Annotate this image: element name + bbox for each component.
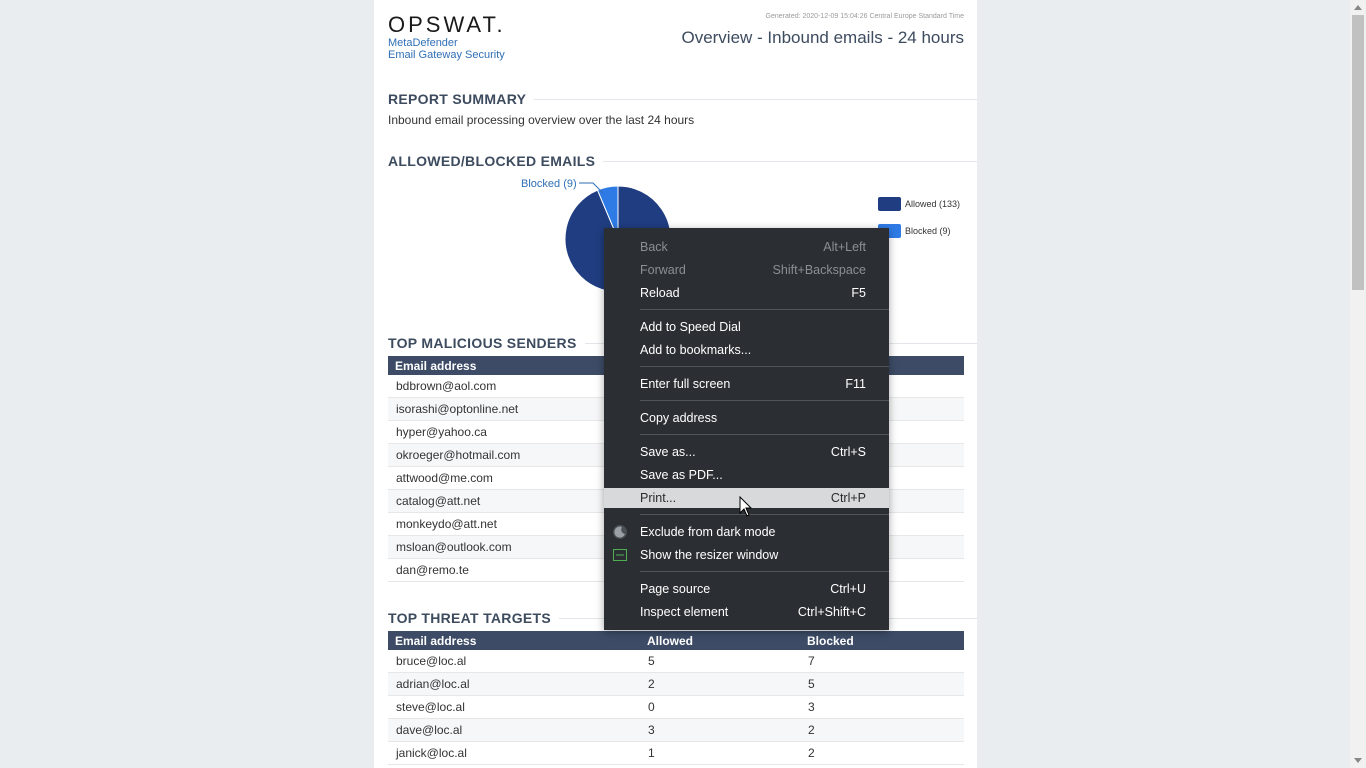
email-cell: janick@loc.al bbox=[388, 742, 640, 765]
table-row bbox=[388, 650, 964, 673]
pie-callout-label: Blocked (9) bbox=[521, 178, 577, 190]
section-heading: ALLOWED/BLOCKED EMAILS bbox=[388, 153, 596, 169]
menu-item-label: Show the resizer window bbox=[640, 548, 779, 562]
product-line-1[interactable]: MetaDefender bbox=[388, 37, 458, 49]
menu-item-save-as[interactable] bbox=[604, 442, 889, 462]
email-cell: bruce@loc.al bbox=[388, 650, 640, 673]
menu-item-shortcut: Shift+Backspace bbox=[772, 263, 866, 277]
menu-item-full-screen[interactable] bbox=[604, 374, 889, 394]
menu-item-label: Forward bbox=[640, 263, 686, 277]
menu-item-shortcut: F11 bbox=[845, 377, 866, 391]
table-row bbox=[388, 742, 964, 765]
menu-item-inspect-element[interactable] bbox=[604, 602, 889, 622]
menu-separator bbox=[640, 400, 889, 401]
menu-item-label: Exclude from dark mode bbox=[640, 525, 776, 539]
column-header-email: Email address bbox=[388, 356, 964, 375]
menu-item-add-bookmarks[interactable] bbox=[604, 340, 889, 360]
scrollbar-thumb[interactable] bbox=[1352, 15, 1364, 290]
table-row bbox=[388, 673, 964, 696]
blocked-cell: 2 bbox=[800, 719, 964, 742]
menu-item-shortcut: F5 bbox=[851, 286, 866, 300]
scroll-up-arrow-icon[interactable] bbox=[1354, 5, 1362, 10]
allowed-cell: 5 bbox=[640, 650, 800, 673]
summary-text: Inbound email processing overview over the last 24 hours bbox=[388, 113, 695, 127]
table-row bbox=[388, 719, 964, 742]
menu-item-label: Save as PDF... bbox=[640, 468, 723, 482]
section-heading: TOP THREAT TARGETS bbox=[388, 610, 552, 626]
menu-separator bbox=[640, 309, 889, 310]
email-cell: isorashi@optonline.net bbox=[388, 398, 964, 421]
threat-targets-table bbox=[388, 631, 964, 765]
menu-item-label: Inspect element bbox=[640, 605, 729, 619]
allowed-cell: 2 bbox=[640, 673, 800, 696]
section-heading: REPORT SUMMARY bbox=[388, 91, 527, 107]
product-line-2[interactable]: Email Gateway Security bbox=[388, 49, 505, 61]
mouse-cursor-icon bbox=[739, 496, 753, 518]
blocked-cell: 3 bbox=[800, 696, 964, 719]
menu-item-label: Add to Speed Dial bbox=[640, 320, 741, 334]
menu-item-page-source[interactable] bbox=[604, 579, 889, 599]
menu-item-back[interactable] bbox=[604, 237, 889, 257]
email-cell: msloan@outlook.com bbox=[388, 536, 964, 559]
section-heading: TOP MALICIOUS SENDERS bbox=[388, 335, 577, 351]
email-cell: dave@loc.al bbox=[388, 719, 640, 742]
menu-item-shortcut: Ctrl+P bbox=[830, 491, 866, 505]
menu-item-label: Page source bbox=[640, 582, 711, 596]
allowed-cell: 0 bbox=[640, 696, 800, 719]
report-title: Overview - Inbound emails - 24 hours bbox=[681, 28, 964, 47]
menu-item-label: Save as... bbox=[640, 445, 696, 459]
blocked-cell: 7 bbox=[800, 650, 964, 673]
top-threat-targets-section bbox=[388, 610, 977, 765]
menu-item-label: Enter full screen bbox=[640, 377, 731, 391]
menu-item-forward[interactable] bbox=[604, 260, 889, 280]
menu-separator bbox=[640, 571, 889, 572]
menu-item-shortcut: Alt+Left bbox=[823, 240, 866, 254]
menu-item-label: Copy address bbox=[640, 411, 718, 425]
menu-item-copy-address[interactable] bbox=[604, 408, 889, 428]
email-cell: monkeydo@att.net bbox=[388, 513, 964, 536]
section-rule bbox=[603, 161, 977, 162]
email-cell: attwood@me.com bbox=[388, 467, 964, 490]
email-cell: adrian@loc.al bbox=[388, 673, 640, 696]
email-cell: steve@loc.al bbox=[388, 696, 640, 719]
menu-item-shortcut: Ctrl+Shift+C bbox=[797, 605, 866, 619]
menu-item-exclude-dark-mode[interactable] bbox=[604, 522, 889, 542]
column-header-allowed: Allowed bbox=[640, 631, 800, 650]
opswat-logo: OPSWAT. bbox=[388, 12, 506, 37]
vertical-scrollbar[interactable] bbox=[1350, 0, 1366, 768]
legend-label: Blocked (9) bbox=[905, 226, 951, 236]
email-cell: bdbrown@aol.com bbox=[388, 375, 964, 398]
browser-context-menu bbox=[604, 228, 889, 630]
product-name[interactable] bbox=[388, 37, 505, 61]
email-cell: hyper@yahoo.ca bbox=[388, 421, 964, 444]
table-row bbox=[388, 696, 964, 719]
menu-item-label: Print... bbox=[640, 491, 677, 505]
menu-item-shortcut: Ctrl+U bbox=[830, 582, 866, 596]
menu-item-save-as-pdf[interactable] bbox=[604, 465, 889, 485]
generated-timestamp: Generated: 2020-12-09 15:04:26 Central Europe Standard Time bbox=[765, 13, 964, 20]
menu-item-label: Add to bookmarks... bbox=[640, 343, 752, 357]
menu-separator bbox=[640, 514, 889, 515]
allowed-cell: 1 bbox=[640, 742, 800, 765]
menu-item-resizer-window[interactable] bbox=[604, 545, 889, 565]
menu-item-shortcut: Ctrl+S bbox=[830, 445, 866, 459]
menu-separator bbox=[640, 366, 889, 367]
moon-icon bbox=[612, 524, 628, 540]
menu-item-label: Back bbox=[640, 240, 668, 254]
scroll-down-arrow-icon[interactable] bbox=[1354, 758, 1362, 763]
legend-item-allowed[interactable] bbox=[878, 197, 960, 211]
column-header-blocked: Blocked bbox=[800, 631, 964, 650]
email-cell: dan@remo.te bbox=[388, 559, 964, 582]
blocked-cell: 2 bbox=[800, 742, 964, 765]
section-rule bbox=[534, 99, 977, 100]
menu-item-reload[interactable] bbox=[604, 283, 889, 303]
column-header-email: Email address bbox=[388, 631, 640, 650]
report-summary-section bbox=[388, 91, 977, 127]
menu-item-label: Reload bbox=[640, 286, 680, 300]
blocked-cell: 5 bbox=[800, 673, 964, 696]
menu-separator bbox=[640, 434, 889, 435]
resize-icon bbox=[612, 547, 628, 563]
email-cell: catalog@att.net bbox=[388, 490, 964, 513]
menu-item-add-speed-dial[interactable] bbox=[604, 317, 889, 337]
legend-swatch-allowed bbox=[878, 197, 901, 211]
email-cell: okroeger@hotmail.com bbox=[388, 444, 964, 467]
legend-label: Allowed (133) bbox=[905, 199, 961, 209]
allowed-cell: 3 bbox=[640, 719, 800, 742]
